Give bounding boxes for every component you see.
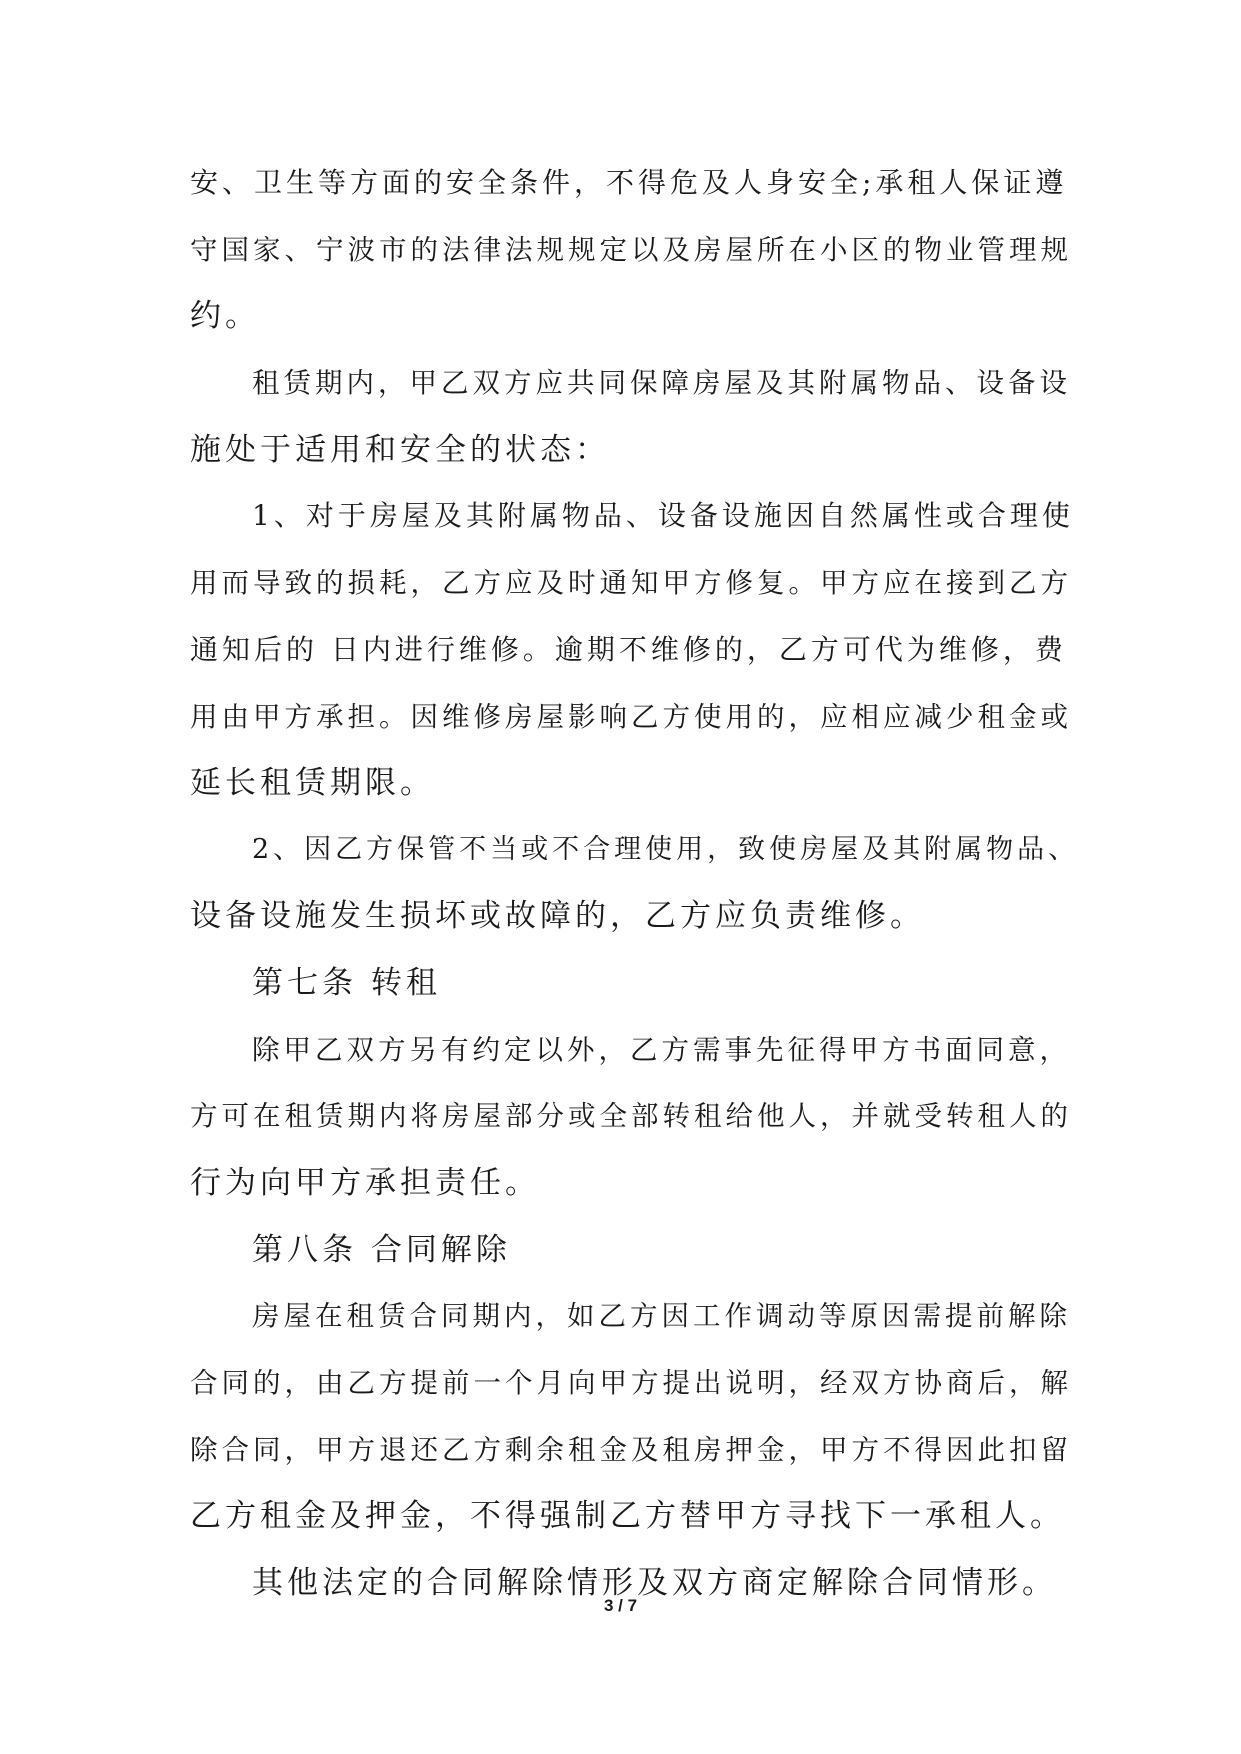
text-line: 除甲乙双方另有约定以外，乙方需事先征得甲方书面同意， xyxy=(252,1034,1071,1066)
text-line: 2、因乙方保管不当或不合理使用，致使房屋及其附属物品、 xyxy=(252,834,1080,865)
text-line: 其他法定的合同解除情形及双方商定解除合同情形。 xyxy=(252,1565,1057,1601)
text-line: 行为向甲方承担责任。 xyxy=(190,1165,540,1201)
page-number: 3 / 7 xyxy=(603,1596,638,1615)
text-line: 乙方租金及押金，不得强制乙方替甲方寻找下一承租人。 xyxy=(190,1498,1065,1534)
text-line: 用而导致的损耗，乙方应及时通知甲方修复。甲方应在接到乙方 xyxy=(190,567,1072,599)
text-line: 约。 xyxy=(190,298,260,334)
text-line: 租赁期内，甲乙双方应共同保障房屋及其附属物品、设备设 xyxy=(252,367,1071,399)
section-heading: 第八条 合同解除 xyxy=(252,1232,511,1268)
text-line: 合同的，由乙方提前一个月向甲方提出说明，经双方协商后，解 xyxy=(190,1367,1072,1399)
text-line: 安、卫生等方面的安全条件，不得危及人身安全;承租人保证遵 xyxy=(190,166,1068,199)
text-line: 方可在租赁期内将房屋部分或全部转租给他人，并就受转租人的 xyxy=(190,1100,1072,1132)
text-line: 用由甲方承担。因维修房屋影响乙方使用的，应相应减少租金或 xyxy=(190,701,1072,733)
text-line: 设备设施发生损坏或故障的，乙方应负责维修。 xyxy=(190,898,925,934)
text-line: 1、对于房屋及其附属物品、设备设施因自然属性或合理使 xyxy=(252,499,1074,532)
text-line: 房屋在租赁合同期内，如乙方因工作调动等原因需提前解除 xyxy=(252,1300,1071,1332)
text-line: 通知后的 日内进行维修。逾期不维修的，乙方可代为维修，费 xyxy=(190,633,1067,666)
text-line: 守国家、宁波市的法律法规规定以及房屋所在小区的物业管理规 xyxy=(190,234,1072,266)
text-line: 施处于适用和安全的状态： xyxy=(190,432,610,468)
text-line: 延长租赁期限。 xyxy=(190,765,435,801)
section-heading: 第七条 转租 xyxy=(252,965,441,1001)
text-line: 除合同，甲方退还乙方剩余租金及租房押金，甲方不得因此扣留 xyxy=(190,1434,1072,1466)
